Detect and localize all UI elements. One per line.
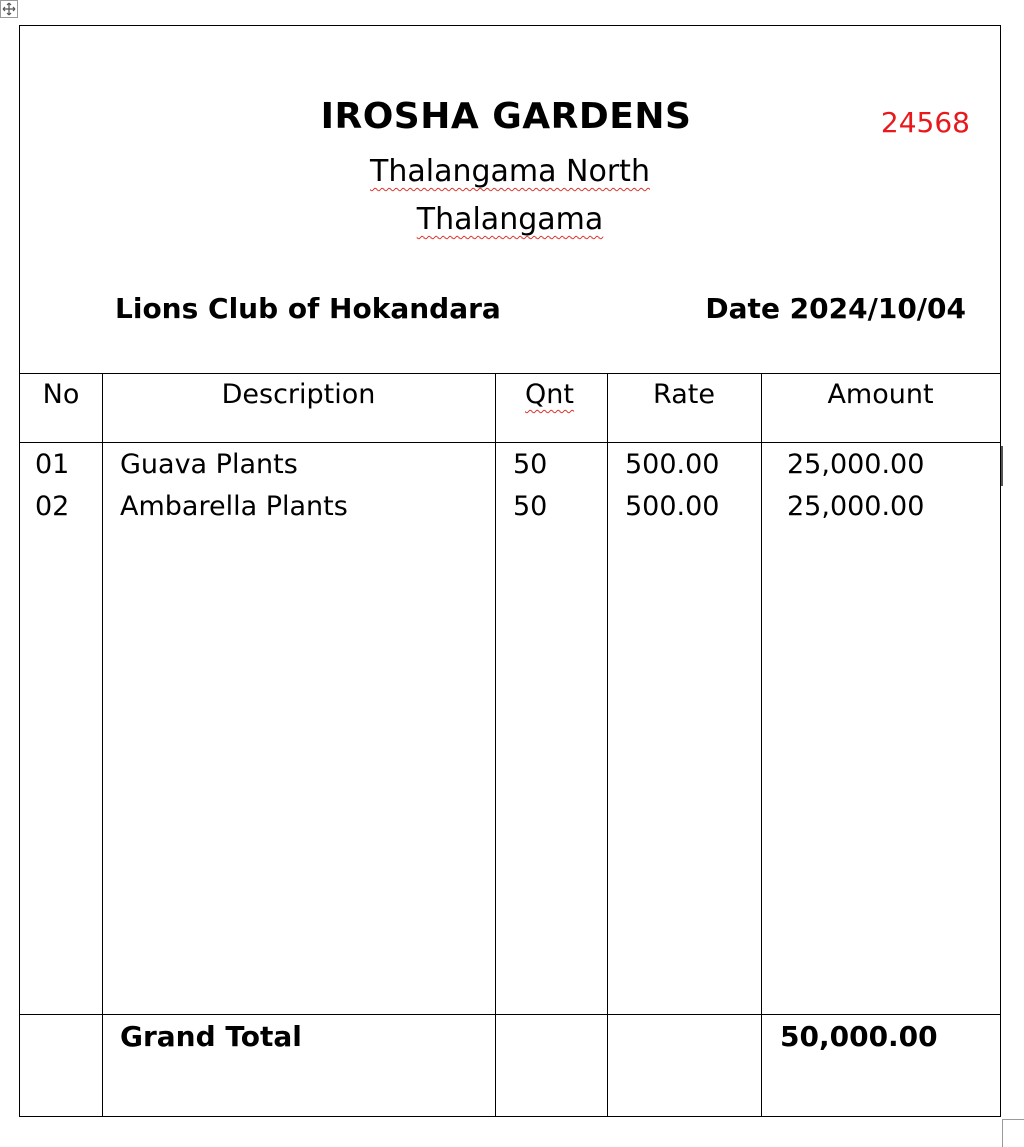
column-divider bbox=[607, 373, 608, 1116]
invoice-header bbox=[20, 26, 1000, 374]
address-line-2 bbox=[20, 202, 1000, 237]
address-line-1 bbox=[20, 154, 1000, 189]
row-1-no: 01 bbox=[35, 449, 70, 480]
row-1-amount: 25,000.00 bbox=[787, 449, 925, 480]
invoice-document bbox=[19, 25, 1001, 1117]
row-1-description: Guava Plants bbox=[120, 449, 298, 480]
row-2-amount: 25,000.00 bbox=[787, 491, 925, 522]
text-cursor-icon bbox=[1001, 446, 1003, 486]
grand-total-label: Grand Total bbox=[120, 1020, 302, 1053]
column-header-rate: Rate bbox=[653, 379, 715, 410]
column-header-no: No bbox=[42, 379, 80, 410]
column-header-qnt-text: Qnt bbox=[525, 379, 574, 410]
row-2-description: Ambarella Plants bbox=[120, 491, 348, 522]
table-move-handle-icon[interactable] bbox=[0, 0, 18, 18]
address-line-2-text: Thalangama bbox=[416, 202, 604, 237]
row-2-qnt: 50 bbox=[513, 491, 548, 522]
column-divider bbox=[761, 373, 762, 1116]
column-divider bbox=[102, 373, 103, 1116]
table-resize-handle-icon[interactable] bbox=[1002, 1119, 1024, 1147]
grand-total-amount: 50,000.00 bbox=[780, 1020, 938, 1053]
invoice-number: 24568 bbox=[880, 106, 970, 139]
row-1-qnt: 50 bbox=[513, 449, 548, 480]
row-2-no: 02 bbox=[35, 491, 70, 522]
row-1-rate: 500.00 bbox=[625, 449, 720, 480]
column-divider bbox=[495, 373, 496, 1116]
column-header-qnt bbox=[525, 379, 574, 410]
total-row-divider bbox=[20, 1014, 1000, 1015]
address-line-1-text: Thalangama North bbox=[370, 154, 650, 189]
row-2-rate: 500.00 bbox=[625, 491, 720, 522]
invoice-date: Date 2024/10/04 bbox=[705, 292, 966, 325]
customer-name: Lions Club of Hokandara bbox=[115, 292, 501, 325]
company-name: IROSHA GARDENS bbox=[320, 96, 692, 137]
header-row-divider bbox=[20, 442, 1000, 443]
column-header-description: Description bbox=[221, 379, 376, 410]
column-header-amount: Amount bbox=[827, 379, 934, 410]
items-table bbox=[20, 373, 1000, 1116]
